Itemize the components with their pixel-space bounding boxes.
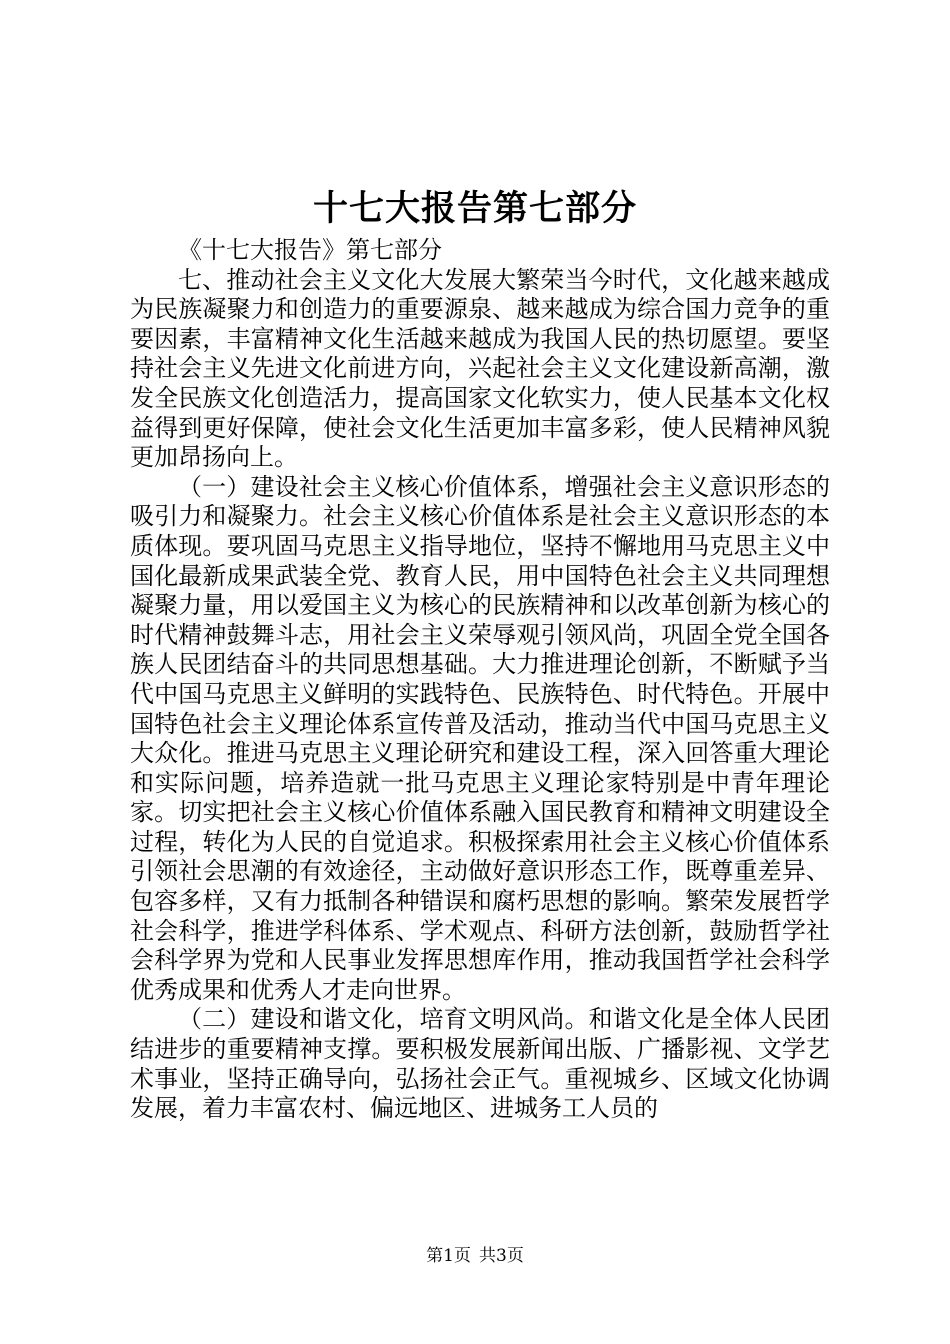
paragraph-item-one: （一）建设社会主义核心价值体系，增强社会主义意识形态的吸引力和凝聚力。社会主义核心价值体系是社会主义意识形态的本质体现。要巩固马克思主义指导地位，坚持不懈地用马克思主义中国化最新成果武装全党、教育人民，用中国特色社会主义共同理想凝聚力量，用以爱国主义为核心的民族精神和以改革创新为核心的时代精神鼓舞斗志，用社会主义荣辱观引领风尚，巩固全党全国各族人民团结奋斗的共同思想基础。大力推进理论创新，不断赋予当代中国马克思主义鲜明的实践特色、民族特色、时代特色。开展中国特色社会主义理论体系宣传普及活动，推动当代中国马克思主义大众化。推进马克思主义理论研究和建设工程，深入回答重大理论和实际问题，培养造就一批马克思主义理论家特别是中青年理论家。切实把社会主义核心价值体系融入国民教育和精神文明建设全过程，转化为人民的自觉追求。积极探索用社会主义核心价值体系引领社会思潮的有效途径，主动做好意识形态工作，既尊重差异、包容多样，又有力抵制各种错误和腐朽思想的影响。繁荣发展哲学社会科学，推进学科体系、学术观点、科研方法创新，鼓励哲学社会科学界为党和人民事业发挥思想库作用，推动我国哲学社会科学优秀成果和优秀人才走向世界。 [130, 472, 830, 1004]
paragraph-subtitle: 《十七大报告》第七部分 [178, 236, 442, 264]
page-number: 第1页 [426, 1246, 471, 1266]
document-body [130, 236, 830, 1124]
paragraph-section-seven: 七、推动社会主义文化大发展大繁荣当今时代，文化越来越成为民族凝聚力和创造力的重要源泉、越来越成为综合国力竞争的重要因素，丰富精神文化生活越来越成为我国人民的热切愿望。要坚持社会主义先进文化前进方向，兴起社会主义文化建设新高潮，激发全民族文化创造活力，提高国家文化软实力，使人民基本文化权益得到更好保障，使社会文化生活更加丰富多彩，使人民精神风貌更加昂扬向上。 [130, 265, 830, 472]
page-footer [0, 1245, 950, 1267]
page-total: 共3页 [479, 1246, 524, 1266]
paragraph-item-two: （二）建设和谐文化，培育文明风尚。和谐文化是全体人民团结进步的重要精神支撑。要积极发展新闻出版、广播影视、文学艺术事业，坚持正确导向，弘扬社会正气。重视城乡、区域文化协调发展，着力丰富农村、偏远地区、进城务工人员的 [130, 1005, 830, 1123]
document-title: 十七大报告第七部分 [312, 188, 637, 229]
